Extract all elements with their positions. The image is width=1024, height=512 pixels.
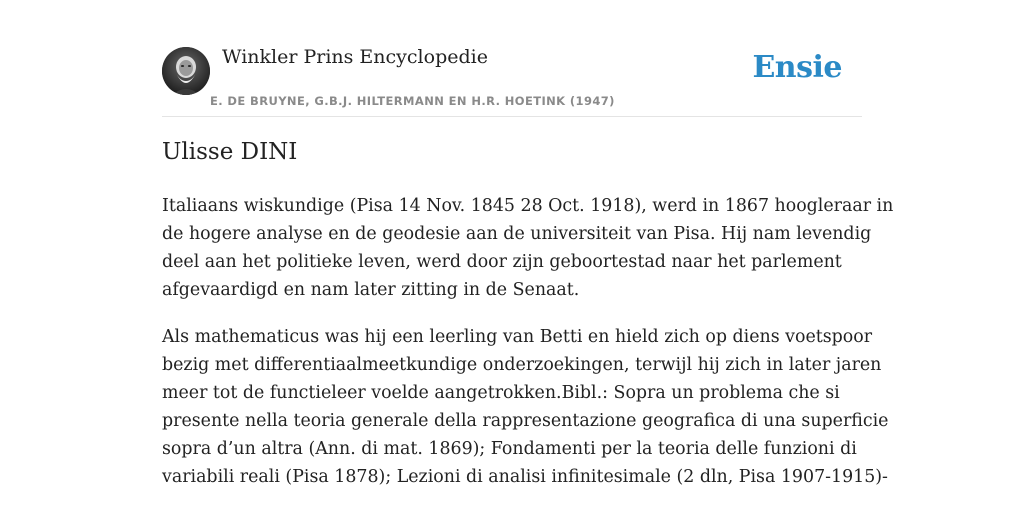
paragraph-line: deel aan het politieke leven, werd door zijn geboortestad naar het parlement [162,252,842,272]
paragraph-line: de hogere analyse en de geodesie aan de universiteit van Pisa. Hij nam levendig [162,224,872,244]
page [162,0,894,512]
source-header [162,46,862,117]
source-authors: E. DE BRUYNE, G.B.J. HILTERMANN EN H.R. HOETINK (1947) [210,94,615,108]
paragraph-line: presente nella teoria generale della rappresentazione geografica di una superficie [162,411,889,431]
article-title: Ulisse DINI [162,139,298,165]
portrait-image [162,47,210,95]
paragraph-line: Italiaans wiskundige (Pisa 14 Nov. 1845 28 Oct. 1918), werd in 1867 hoogleraar in [162,196,894,216]
paragraph-line: meer tot de functieleer voelde aangetrokken.Bibl.: Sopra un problema che si [162,383,840,403]
author-avatar[interactable] [162,47,210,95]
article-paragraph [162,323,889,491]
paragraph-line: afgevaardigd en nam later zitting in de Senaat. [162,280,580,300]
brand-logo[interactable]: Ensie [752,50,842,85]
paragraph-line: variabili reali (Pisa 1878); Lezioni di analisi infinitesimale (2 dln, Pisa 1907-1915)- [162,467,888,487]
paragraph-line: sopra d’un altra (Ann. di mat. 1869); Fondamenti per la teoria delle funzioni di [162,439,857,459]
article-paragraph [162,192,894,304]
paragraph-line: bezig met differentiaalmeetkundige onderzoekingen, terwijl hij zich in later jaren [162,355,882,375]
paragraph-line: Als mathematicus was hij een leerling van Betti en hield zich op diens voetspoor [162,327,873,347]
source-title[interactable]: Winkler Prins Encyclopedie [222,46,488,68]
